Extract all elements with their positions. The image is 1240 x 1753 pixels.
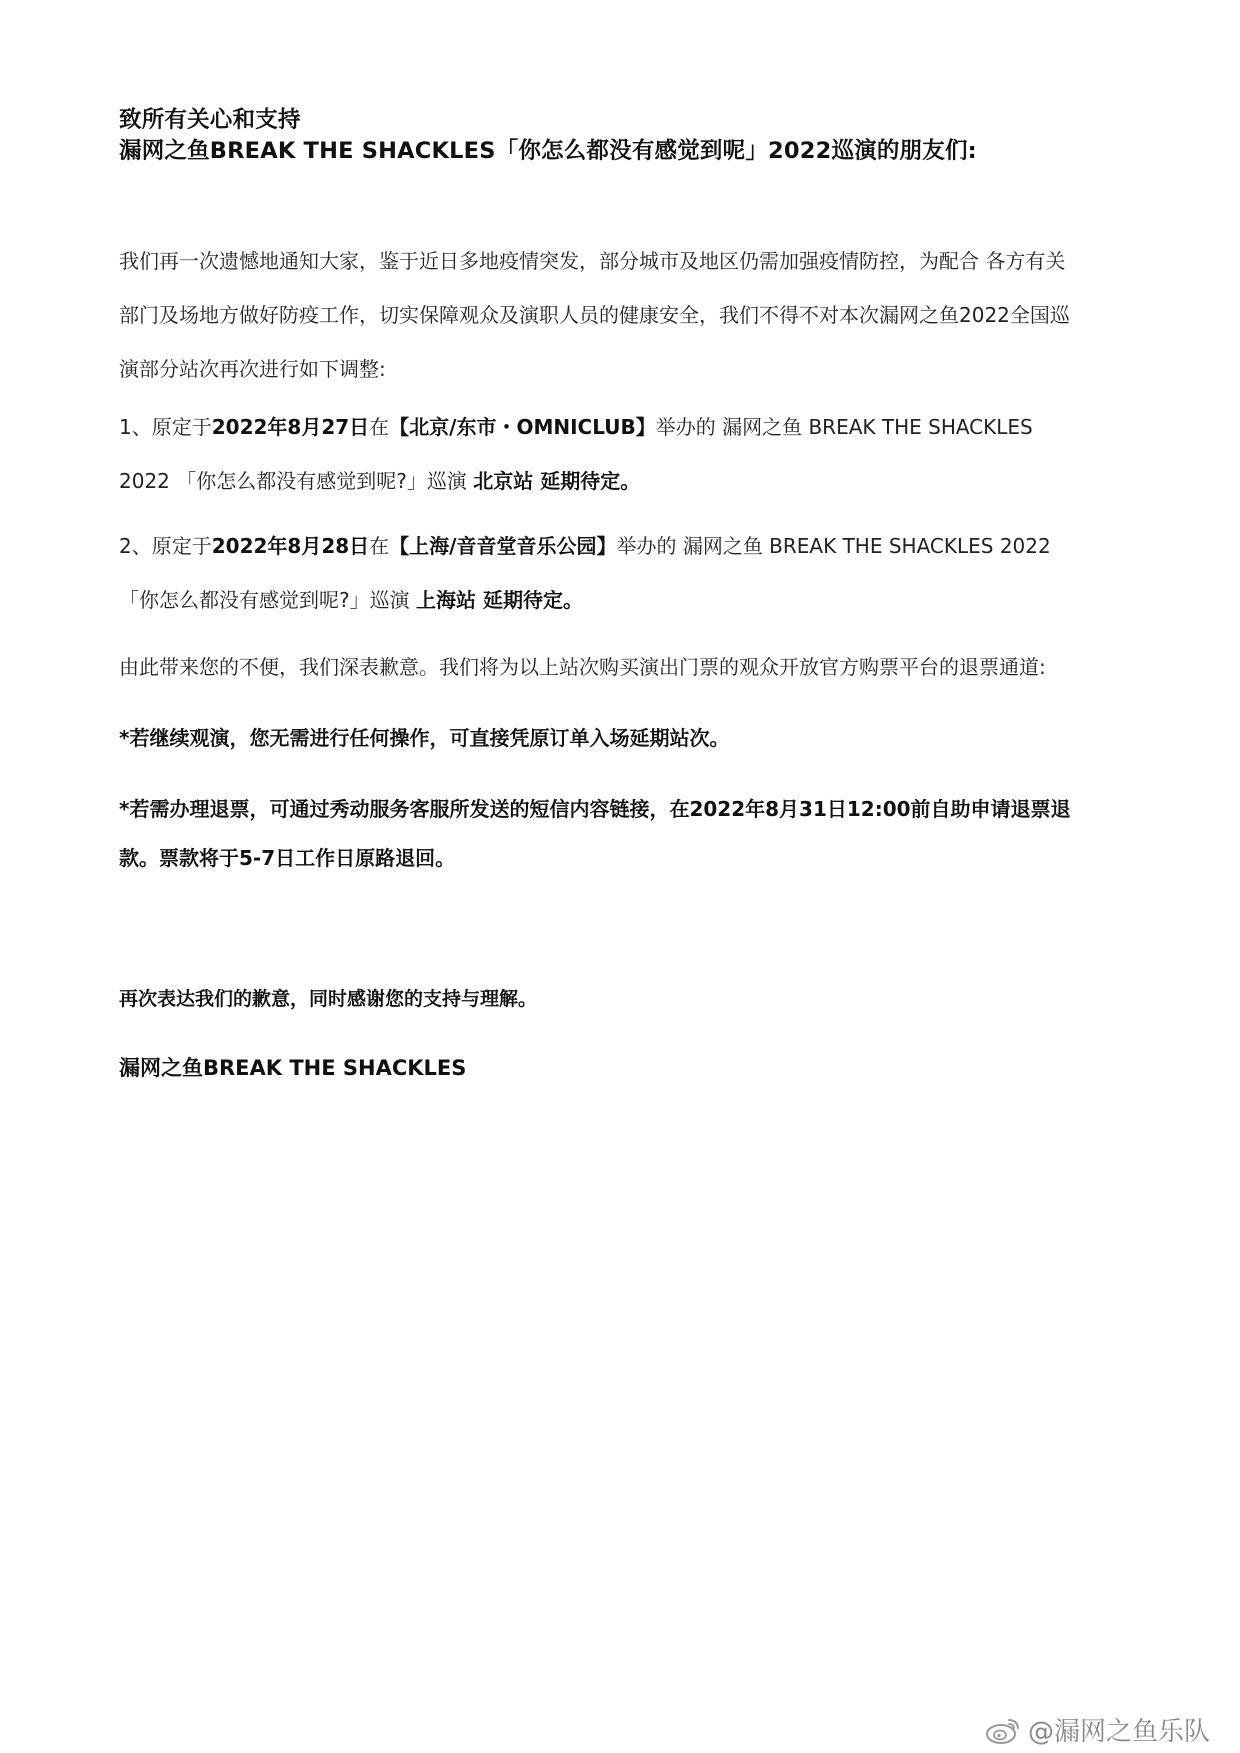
item-2-prefix: 2、原定于 bbox=[119, 534, 212, 558]
note-refund-line-2: 款。票款将于5-7日工作日原路退回。 bbox=[119, 846, 456, 870]
heading-line-2: 漏网之鱼BREAK THE SHACKLES「你怎么都没有感觉到呢」2022巡演的朋友们: bbox=[119, 138, 977, 164]
item-2-date: 2022年8月28日 bbox=[211, 534, 370, 558]
item-1-rest-1: 举办的 漏网之鱼 BREAK THE SHACKLES bbox=[655, 415, 1033, 439]
apology-paragraph bbox=[119, 640, 1119, 694]
closing-statement: 再次表达我们的歉意，同时感谢您的支持与理解。 bbox=[119, 988, 538, 1010]
item-2-rest-2: 「你怎么都没有感觉到呢?」巡演 bbox=[119, 588, 416, 612]
item-2-line-1 bbox=[119, 519, 1119, 573]
note-refund-line-1: *若需办理退票，可通过秀动服务客服所发送的短信内容链接，在2022年8月31日12:00前自助申请退票退 bbox=[119, 797, 1071, 821]
item-2-station: 上海站 延期待定。 bbox=[415, 588, 583, 612]
signature: 漏网之鱼BREAK THE SHACKLES bbox=[119, 1056, 467, 1080]
item-2-rest-1: 举办的 漏网之鱼 BREAK THE SHACKLES 2022 bbox=[616, 534, 1051, 558]
intro-paragraph bbox=[119, 234, 1119, 396]
item-1-line-2 bbox=[119, 454, 1119, 508]
item-1-rest-2: 2022 「你怎么都没有感觉到呢?」巡演 bbox=[119, 469, 474, 493]
weibo-icon bbox=[984, 1715, 1022, 1745]
item-1-prefix: 1、原定于 bbox=[119, 415, 212, 439]
item-1-venue: 【北京/东市・OMNICLUB】 bbox=[389, 415, 656, 439]
intro-line-1: 我们再一次遗憾地通知大家，鉴于近日多地疫情突发，部分城市及地区仍需加强疫情防控，为配合 各方有关 bbox=[119, 249, 1066, 273]
note-continue-attending: *若继续观演，您无需进行任何操作，可直接凭原订单入场延期站次。 bbox=[119, 726, 730, 750]
weibo-watermark bbox=[984, 1711, 1210, 1748]
intro-line-3: 演部分站次再次进行如下调整: bbox=[119, 357, 386, 381]
apology-line: 由此带来您的不便，我们深表歉意。我们将为以上站次购买演出门票的观众开放官方购票平台的退票通道: bbox=[119, 655, 1046, 679]
item-2-paragraph bbox=[119, 519, 1119, 627]
watermark-text: @漏网之鱼乐队 bbox=[1027, 1717, 1210, 1747]
item-1-line-1 bbox=[119, 400, 1119, 454]
item-2-at: 在 bbox=[369, 534, 390, 558]
intro-line-2: 部门及场地方做好防疫工作，切实保障观众及演职人员的健康安全，我们不得不对本次漏网之鱼2022全国巡 bbox=[119, 303, 1070, 327]
item-1-paragraph bbox=[119, 400, 1119, 508]
heading-line-1: 致所有关心和支持 bbox=[119, 107, 301, 133]
item-1-date: 2022年8月27日 bbox=[211, 415, 370, 439]
item-1-at: 在 bbox=[369, 415, 390, 439]
item-1-station: 北京站 延期待定。 bbox=[473, 469, 641, 493]
item-2-venue: 【上海/音音堂音乐公园】 bbox=[389, 534, 617, 558]
item-2-line-2 bbox=[119, 573, 1119, 627]
